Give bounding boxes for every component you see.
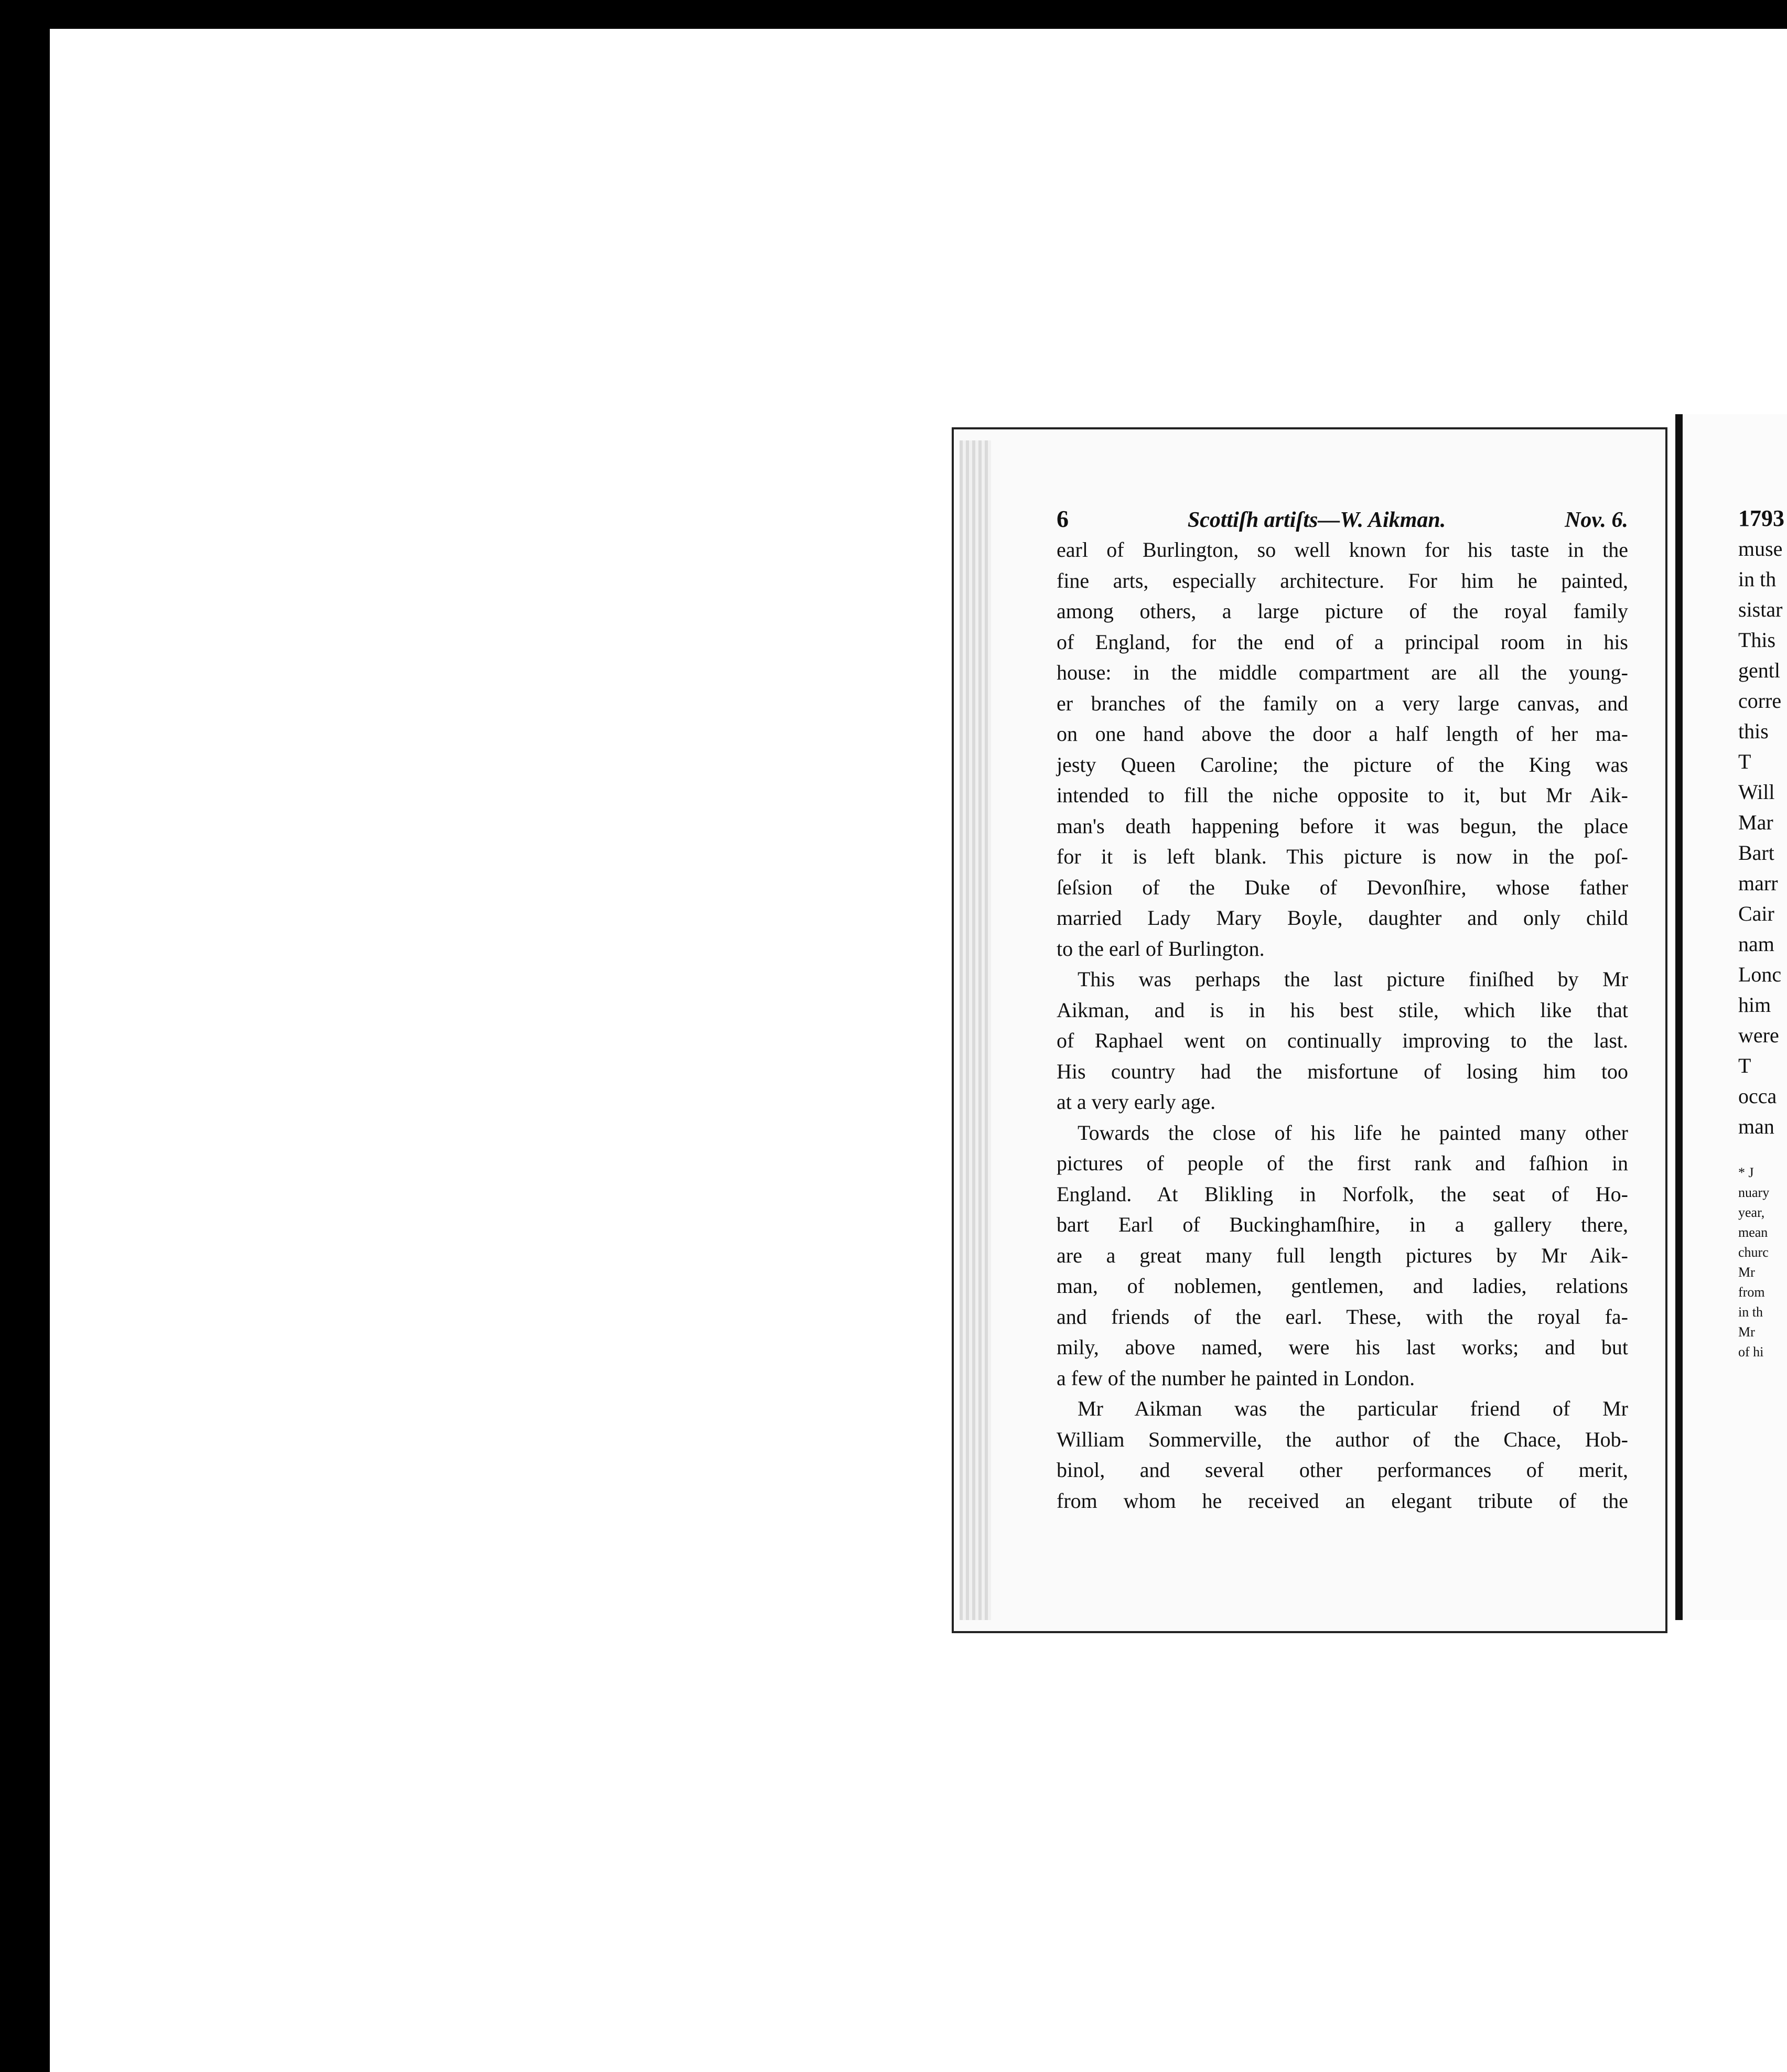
text-line: England. At Blikling in Norfolk, the seat of Ho-	[1057, 1182, 1628, 1206]
text-line: for it is left blank. This picture is now in the poſ-	[1057, 845, 1628, 868]
text-line: are a great many full length pictures by Mr Aik-	[1057, 1243, 1628, 1267]
text-line: muse	[1738, 537, 1783, 560]
text-line: were	[1738, 1023, 1779, 1047]
text-line: Aikman, and is in his best stile, which like that	[1057, 998, 1628, 1022]
text-line: on one hand above the door a half length of her ma-	[1057, 722, 1628, 746]
body-text	[1057, 535, 1628, 1516]
text-line: corre	[1738, 689, 1782, 713]
text-line: sistar	[1738, 598, 1783, 621]
text-line: from whom he received an elegant tribute of the	[1057, 1488, 1628, 1513]
text-line: intended to fill the niche opposite to it, but Mr Aik-	[1057, 783, 1628, 807]
text-line: house: in the middle compartment are all the young-	[1057, 661, 1628, 684]
text-line: man	[1738, 1115, 1774, 1138]
text-line: to the earl of Burlington.	[1057, 936, 1265, 961]
right-page-number: 1793	[1738, 505, 1784, 531]
text-line: er branches of the family on a very large canvas, and	[1057, 691, 1628, 715]
text-line: in th	[1738, 567, 1777, 591]
text-line: This was perhaps the last picture finiſhed by Mr	[1078, 967, 1628, 991]
text-line: of England, for the end of a principal room in his	[1057, 630, 1628, 654]
text-line: at a very early age.	[1057, 1090, 1216, 1114]
text-line: ſeſsion of the Duke of Devonſhire, whose father	[1057, 875, 1628, 899]
footnote-line: of hi	[1738, 1344, 1764, 1359]
text-line: pictures of people of the first rank and faſhion in	[1057, 1151, 1628, 1175]
left-page-text	[1057, 505, 1628, 1516]
text-line: Cair	[1738, 902, 1774, 925]
text-line: married Lady Mary Boyle, daughter and only child	[1057, 906, 1628, 930]
footnote-line: in th	[1738, 1304, 1763, 1320]
text-line: man, of noblemen, gentlemen, and ladies, relations	[1057, 1274, 1628, 1298]
running-title: Scottiſh artiſts—W. Aikman.	[1187, 508, 1446, 532]
text-line: Mr Aikman was the particular friend of Mr	[1078, 1397, 1628, 1420]
running-head	[1057, 505, 1628, 532]
text-line: William Sommerville, the author of the Chace, Hob-	[1057, 1427, 1628, 1451]
text-line: a few of the number he painted in London.	[1057, 1366, 1415, 1390]
text-line: His country had the misfortune of losing him too	[1057, 1059, 1628, 1083]
text-line: and friends of the earl. These, with the royal fa-	[1057, 1304, 1628, 1329]
text-line: earl of Burlington, so well known for his taste in the	[1057, 538, 1628, 562]
text-line: nam	[1738, 932, 1774, 956]
right-body-text	[1738, 534, 1787, 1142]
right-page-text	[1738, 503, 1787, 1362]
running-date: Nov. 6.	[1565, 508, 1628, 532]
right-footnotes	[1738, 1163, 1787, 1362]
text-line: This	[1738, 628, 1776, 652]
page-edge	[960, 440, 991, 1620]
footnote-line: mean	[1738, 1225, 1768, 1240]
text-line: Towards the close of his life he painted many other	[1078, 1120, 1628, 1145]
page-number: 6	[1057, 505, 1069, 532]
text-line: T	[1738, 1054, 1751, 1077]
footnote-line: year,	[1738, 1205, 1765, 1220]
text-line: this	[1738, 719, 1769, 743]
text-line: marr	[1738, 871, 1778, 895]
text-line: bart Earl of Buckinghamſhire, in a gallery there,	[1057, 1213, 1628, 1236]
text-line: man's death happening before it was begun, the place	[1057, 814, 1628, 838]
footnote-line: from	[1738, 1285, 1765, 1300]
text-line: T	[1738, 750, 1751, 773]
text-line: among others, a large picture of the royal family	[1057, 599, 1628, 623]
text-line: fine arts, especially architecture. For him he painted,	[1057, 568, 1628, 592]
text-line: gentl	[1738, 659, 1780, 682]
footnote-line: churc	[1738, 1245, 1769, 1260]
text-line: mily, above named, were his last works; and but	[1057, 1335, 1628, 1359]
text-line: Bart	[1738, 841, 1774, 865]
footnote-line: nuary	[1738, 1185, 1770, 1200]
text-line: jesty Queen Caroline; the picture of the King was	[1057, 752, 1628, 776]
footnote-line: Mr	[1738, 1324, 1755, 1340]
text-line: Will	[1738, 780, 1775, 804]
text-line: occa	[1738, 1084, 1777, 1108]
text-line: Lonc	[1738, 963, 1782, 986]
footnote-line: Mr	[1738, 1265, 1755, 1280]
text-line: him	[1738, 993, 1771, 1017]
footnote-line: * J	[1738, 1165, 1754, 1180]
text-line: Mar	[1738, 811, 1773, 834]
text-line: of Raphael went on continually improving to the last.	[1057, 1029, 1628, 1052]
text-line: binol, and several other performances of merit,	[1057, 1458, 1628, 1482]
